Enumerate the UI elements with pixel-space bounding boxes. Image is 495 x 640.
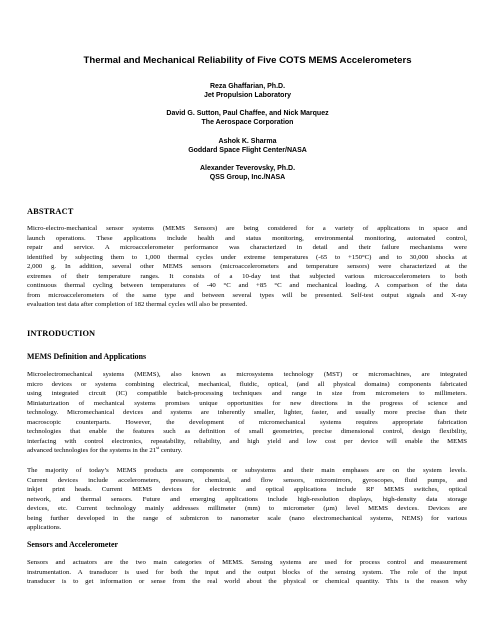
text-line: micro devices or systems combining electrical, mechanical, fluidic, optical, (and all physical domains) components fabricated: [27, 380, 467, 388]
text-line: repair and service. A microaccelerometer performance was characterized in detail and their failure mechanisms were: [27, 244, 467, 252]
text-fragment: century.: [159, 447, 183, 455]
text-line: Miniaturization of mechanical systems promises unique opportunities for new directions in the progress of science and: [27, 399, 467, 407]
abstract-paragraph: [27, 224, 467, 310]
author-4: [0, 164, 495, 182]
author-name: David G. Sutton, Paul Chaffee, and Nick Marquez: [166, 110, 329, 117]
mems-paragraph-2: [27, 466, 467, 533]
text-line: The majority of today’s MEMS products are components or subsystems and their main emphases are on the system levels.: [27, 467, 467, 474]
abstract-heading: ABSTRACT: [27, 207, 74, 216]
text-line: network, and thermal sensors. Future and emerging applications include high-resolution displays, high-density data storage: [27, 495, 467, 503]
text-line: 2,000 g. In addition, several other MEMS sensors (microaccelerometers and temperature sensors) were characterized at the: [27, 263, 467, 271]
text-line: Current devices include accelerometers, pressure, chemical, and flow sensors, micromirrors, gyroscopes, fluid pumps, and: [27, 476, 467, 484]
text-line: continuous thermal cycling between temperatures of -40 °C and +85 °C and mechanical loading. A comparison of the data: [27, 282, 467, 290]
author-affiliation: QSS Group, Inc./NASA: [209, 174, 286, 181]
text-line: instrumentation. A transducer is used for both the input and the output blocks of the sensing system. The role of the input: [27, 568, 467, 576]
text-line: from microaccelerometers of the same type and between several types will be presented. Self-test output signals and X-ray: [27, 291, 467, 299]
text-line: technologies that enable the features such as definition of small geometries, precise dimensional control, design flexibility,: [27, 428, 467, 436]
mems-paragraph-1: [27, 370, 467, 456]
text-line: using integrated circuit (IC) compatible batch-processing techniques and range in size from micrometers to millimeters.: [27, 390, 467, 398]
author-affiliation: Goddard Space Flight Center/NASA: [188, 147, 307, 154]
author-name: Reza Ghaffarian, Ph.D.: [209, 83, 286, 90]
sensors-paragraph: [27, 558, 467, 587]
paper-title: Thermal and Mechanical Reliability of Five COTS MEMS Accelerometers: [83, 55, 412, 66]
text-line: technology. Micromechanical devices and systems are inherently smaller, lighter, faster, and usually more precise than their: [27, 409, 467, 417]
author-3: [0, 137, 495, 155]
text-line: interfacing with control electronics, repeatability, reliability, and high yield and low cost per device will enable the MEMS: [27, 437, 467, 445]
author-name: Alexander Teverovsky, Ph.D.: [199, 165, 296, 172]
author-affiliation: The Aerospace Corporation: [201, 119, 294, 126]
text-line: [27, 446, 467, 456]
text-line: Microelectromechanical systems (MEMS), also known as microsystems technology (MST) or micromachines, are integrated: [27, 371, 467, 378]
text-line: macroscopic counterparts. However, the development of micromechanical systems requires appropriate fabrication: [27, 418, 467, 426]
text-line: identified by subjecting them to 1,000 thermal cycles under extreme temperatures (-65 to +150°C) and to 30,000 shocks at: [27, 253, 467, 261]
author-1: [0, 82, 495, 100]
author-affiliation: Jet Propulsion Laboratory: [203, 92, 292, 99]
sensors-heading: Sensors and Accelerometer: [27, 540, 119, 549]
text-line: devices, etc. Current technology mainly addresses millimeter (mm) to micrometer (µm) level MEMS devices. Devices are: [27, 505, 467, 513]
author-2: [0, 109, 495, 127]
text-line: transducer is to get information or sense from the real world about the physical or chemical quantity. This is the reason why: [27, 578, 467, 586]
text-line: evaluation test data after completion of 182 thermal cycles will also be presented.: [27, 301, 248, 309]
mems-heading: MEMS Definition and Applications: [27, 352, 147, 361]
text-line: launch operations. These applications include health and status monitoring, environmental monitoring, automated control,: [27, 234, 467, 242]
text-fragment: advanced technologies for the systems in the 21: [27, 447, 157, 455]
superscript: st: [156, 446, 160, 451]
text-line: being further developed in the range of submicron to nanometer scale (nano electromechanical systems, NEMS) for various: [27, 514, 467, 522]
text-line: Sensors and actuators are the two main categories of MEMS. Sensing systems are used for process control and measurement: [27, 559, 467, 566]
text-line: extremes of their temperature ranges. It consists of a 10-day test that subjected various microaccelerometers to both: [27, 272, 467, 280]
text-line: Micro-electro-mechanical sensor systems (MEMS Sensors) are being considered for a variety of applications in space and: [27, 225, 467, 232]
text-line: applications.: [27, 524, 62, 532]
introduction-heading: INTRODUCTION: [27, 329, 96, 338]
author-name: Ashok K. Sharma: [218, 138, 277, 145]
text-line: inkjet print heads. Current MEMS devices for electronic and optical applications include RF MEMS switches, optical: [27, 486, 467, 494]
